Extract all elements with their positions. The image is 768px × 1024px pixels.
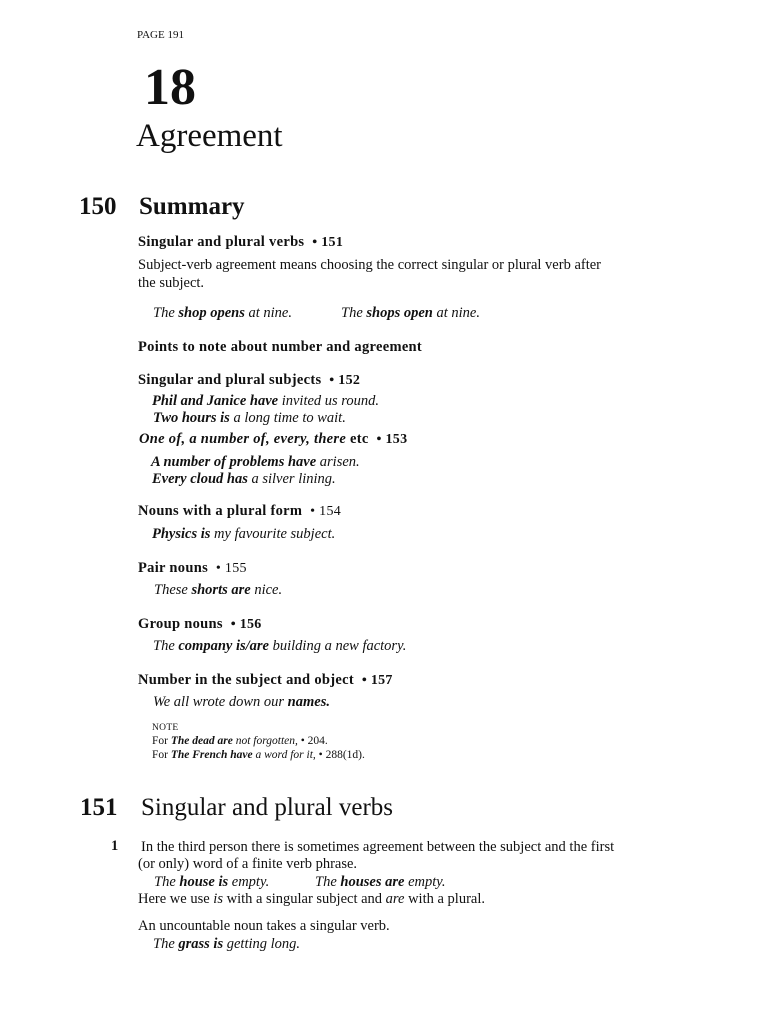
- section-150-title: Summary: [139, 193, 245, 220]
- cross-reference: • 155: [215, 561, 247, 576]
- cross-reference: • 151: [312, 235, 344, 250]
- example-names: We all wrote down our names.: [153, 694, 330, 710]
- example-company: The company is/are building a new factory.: [153, 638, 407, 654]
- section-151-title: Singular and plural verbs: [141, 794, 394, 821]
- example-physics: Physics is my favourite subject.: [152, 526, 336, 542]
- note-line-2: For The French have a word for it, • 288(1d).: [152, 749, 365, 761]
- cross-reference: • 156: [230, 617, 262, 632]
- paragraph-1-line2: (or only) word of a finite verb phrase.: [138, 856, 358, 872]
- note-line-1: For The dead are not forgotten, • 204.: [152, 735, 328, 747]
- chapter-title: Agreement: [136, 118, 283, 154]
- cross-reference: • 154: [310, 504, 342, 519]
- heading-singular-plural-verbs: Singular and plural verbs • 151: [138, 234, 344, 250]
- cross-reference: • 152: [329, 373, 361, 388]
- example-two-hours: Two hours is a long time to wait.: [153, 410, 346, 426]
- cross-reference: • 157: [361, 673, 393, 688]
- note-label: NOTE: [152, 723, 179, 733]
- example-shorts: These shorts are nice.: [154, 582, 283, 598]
- section-151-number: 151: [80, 794, 118, 821]
- example-grass: The grass is getting long.: [153, 936, 301, 952]
- heading-nouns-plural-form: Nouns with a plural form • 154: [138, 503, 342, 519]
- summary-intro-line1: Subject-verb agreement means choosing the correct singular or plural verb after: [138, 257, 602, 273]
- item-number: 1: [111, 838, 119, 854]
- example-phil-janice: Phil and Janice have invited us round.: [152, 393, 380, 409]
- page-label: PAGE 191: [137, 29, 184, 41]
- heading-group-nouns: Group nouns • 156: [138, 616, 262, 632]
- example-every-cloud: Every cloud has a silver lining.: [152, 471, 336, 487]
- heading-one-of: One of, a number of, every, there etc • 153: [139, 431, 408, 447]
- heading-points-to-note: Points to note about number and agreement: [138, 339, 423, 355]
- section-150-number: 150: [79, 193, 117, 220]
- heading-pair-nouns: Pair nouns • 155: [138, 560, 247, 576]
- cross-reference: • 153: [376, 432, 408, 447]
- summary-intro-line2: the subject.: [138, 275, 205, 291]
- example-houses-are: The houses are empty.: [315, 874, 446, 890]
- example-number-of-problems: A number of problems have arisen.: [151, 454, 360, 470]
- example-shops-open: The shops open at nine.: [341, 305, 480, 321]
- paragraph-2: Here we use is with a singular subject and are with a plural.: [138, 891, 485, 907]
- heading-number-subject-object: Number in the subject and object • 157: [138, 672, 393, 688]
- paragraph-1-line1: In the third person there is sometimes agreement between the subject and the first: [141, 839, 615, 855]
- heading-singular-plural-subjects: Singular and plural subjects • 152: [138, 372, 361, 388]
- example-house-is: The house is empty.: [154, 874, 270, 890]
- example-shop-opens: The shop opens at nine.: [153, 305, 292, 321]
- paragraph-3: An uncountable noun takes a singular verb.: [138, 918, 390, 934]
- chapter-number: 18: [144, 59, 196, 116]
